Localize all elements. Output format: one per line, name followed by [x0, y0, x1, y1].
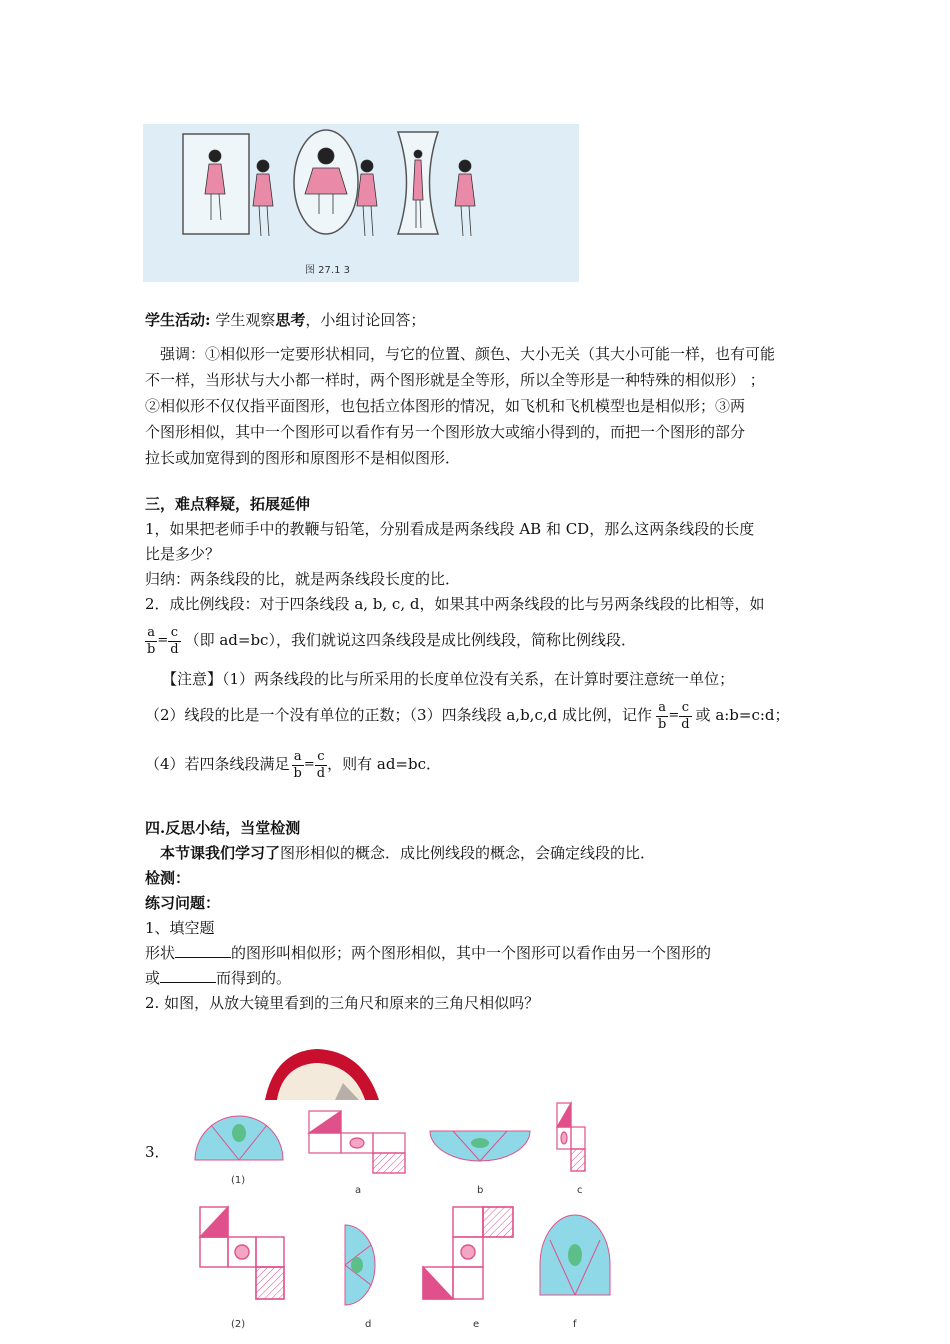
fraction-a-b: $\frac{a}{b}$ — [147, 624, 156, 657]
fraction-a-b: $\frac{a}{b}$ — [657, 699, 667, 732]
practice-label: 练习问题： — [145, 894, 221, 912]
shape-e — [423, 1207, 513, 1299]
shape-2 — [200, 1207, 284, 1299]
fill-blank-2[interactable] — [160, 968, 216, 983]
label-2: (2) — [231, 1319, 246, 1330]
emphasis-line-4: 个图形相似，其中一个图形可以看作有另一个图形放大或缩小得到的，而把一个图形的部分 — [145, 423, 746, 441]
fraction-c-d: $\frac{c}{d}$ — [681, 699, 690, 732]
note-2: （2）线段的比是一个没有单位的正数；（3）四条线段 a,b,c,d 成比例，记作 $\frac{a}{b}$ = $\frac{c}{d}$ 或 a:b=c:d； — [145, 699, 790, 732]
section-3-title: 三，难点释疑，拓展延伸 — [145, 495, 311, 513]
note-4: （4）若四条线段满足 $\frac{a}{b}$ = $\frac{c}{d}$ ，则有 ad=bc． — [145, 748, 441, 781]
fraction-a-b: $\frac{a}{b}$ — [293, 748, 302, 781]
shape-d — [345, 1225, 375, 1305]
label-b: b — [477, 1185, 484, 1196]
shape-f — [540, 1215, 610, 1295]
summary: 归纳：两条线段的比，就是两条线段长度的比． — [145, 570, 461, 588]
question-2-magnifier: 2. 如图，从放大镜里看到的三角尺和原来的三角尺相似吗？ — [145, 994, 540, 1012]
label-d: d — [365, 1319, 372, 1330]
figure-caption: 图 27.1 3 — [305, 265, 350, 276]
shape-1 — [195, 1116, 283, 1160]
shape-c — [557, 1103, 585, 1171]
fraction-c-d: $\frac{c}{d}$ — [170, 624, 179, 657]
emphasis-line-2: 不一样，当形状与大小都一样时，两个图形就是全等形，所以全等形是一种特殊的相似形） ； — [145, 371, 765, 389]
fill-line-1: 形状 的图形叫相似形；两个图形相似，其中一个图形可以看作由另一个图形的 — [145, 944, 712, 962]
note-1: 【注意】（1）两条线段的比与所采用的长度单位没有关系，在计算时要注意统一单位； — [162, 670, 735, 688]
emphasis-line-3: ②相似形不仅仅指平面图形，也包括立体图形的情况，如飞机和飞机模型也是相似形；③两 — [145, 397, 746, 415]
question-3: 3． — [145, 1143, 170, 1161]
label-c: c — [577, 1185, 583, 1196]
mirror-illustration — [143, 124, 579, 282]
question-1-line-1: 1，如果把老师手中的教鞭与铅笔，分别看成是两条线段 AB 和 CD，那么这两条线段的长度 — [145, 520, 755, 538]
label-a: a — [355, 1185, 362, 1196]
label-1: (1) — [231, 1175, 246, 1186]
question-1-line-2: 比是多少？ — [145, 545, 221, 563]
fill-blank-1[interactable] — [175, 943, 231, 958]
check-label: 检测： — [145, 869, 191, 887]
lesson-summary: 本节课我们学习了图形相似的概念．成比例线段的概念，会确定线段的比． — [160, 844, 656, 862]
fraction-c-d: $\frac{c}{d}$ — [316, 748, 326, 781]
shapes-illustration — [185, 1095, 625, 1335]
label-e: e — [473, 1319, 480, 1330]
proportion-definition: $\frac{a}{b}$ = $\frac{c}{d}$ （即 ad=bc），我们就说这四条线段是成比例线段，简称比例线段． — [147, 624, 636, 657]
shape-b — [430, 1131, 530, 1161]
student-activity: 学生活动: 学生观察思考，小组讨论回答； — [145, 311, 426, 329]
emphasis-line-5: 拉长或加宽得到的图形和原图形不是相似图形． — [145, 449, 461, 467]
shape-a — [309, 1111, 405, 1173]
question-2: 2．成比例线段：对于四条线段 a, b, c, d，如果其中两条线段的比与另两条线段的比相等，如 — [145, 595, 765, 613]
label-f: f — [573, 1319, 577, 1330]
section-4-title: 四.反思小结，当堂检测 — [145, 819, 301, 837]
emphasis-line-1: 强调：①相似形一定要形状相同，与它的位置、颜色、大小无关（其大小可能一样，也有可能 — [160, 345, 776, 363]
magnifier-image — [255, 1045, 385, 1100]
fill-line-2: 或 而得到的。 — [145, 969, 292, 987]
mirror-figure — [143, 124, 579, 282]
fill-title: 1、填空题 — [145, 919, 215, 937]
similar-shapes-figure — [185, 1095, 625, 1335]
